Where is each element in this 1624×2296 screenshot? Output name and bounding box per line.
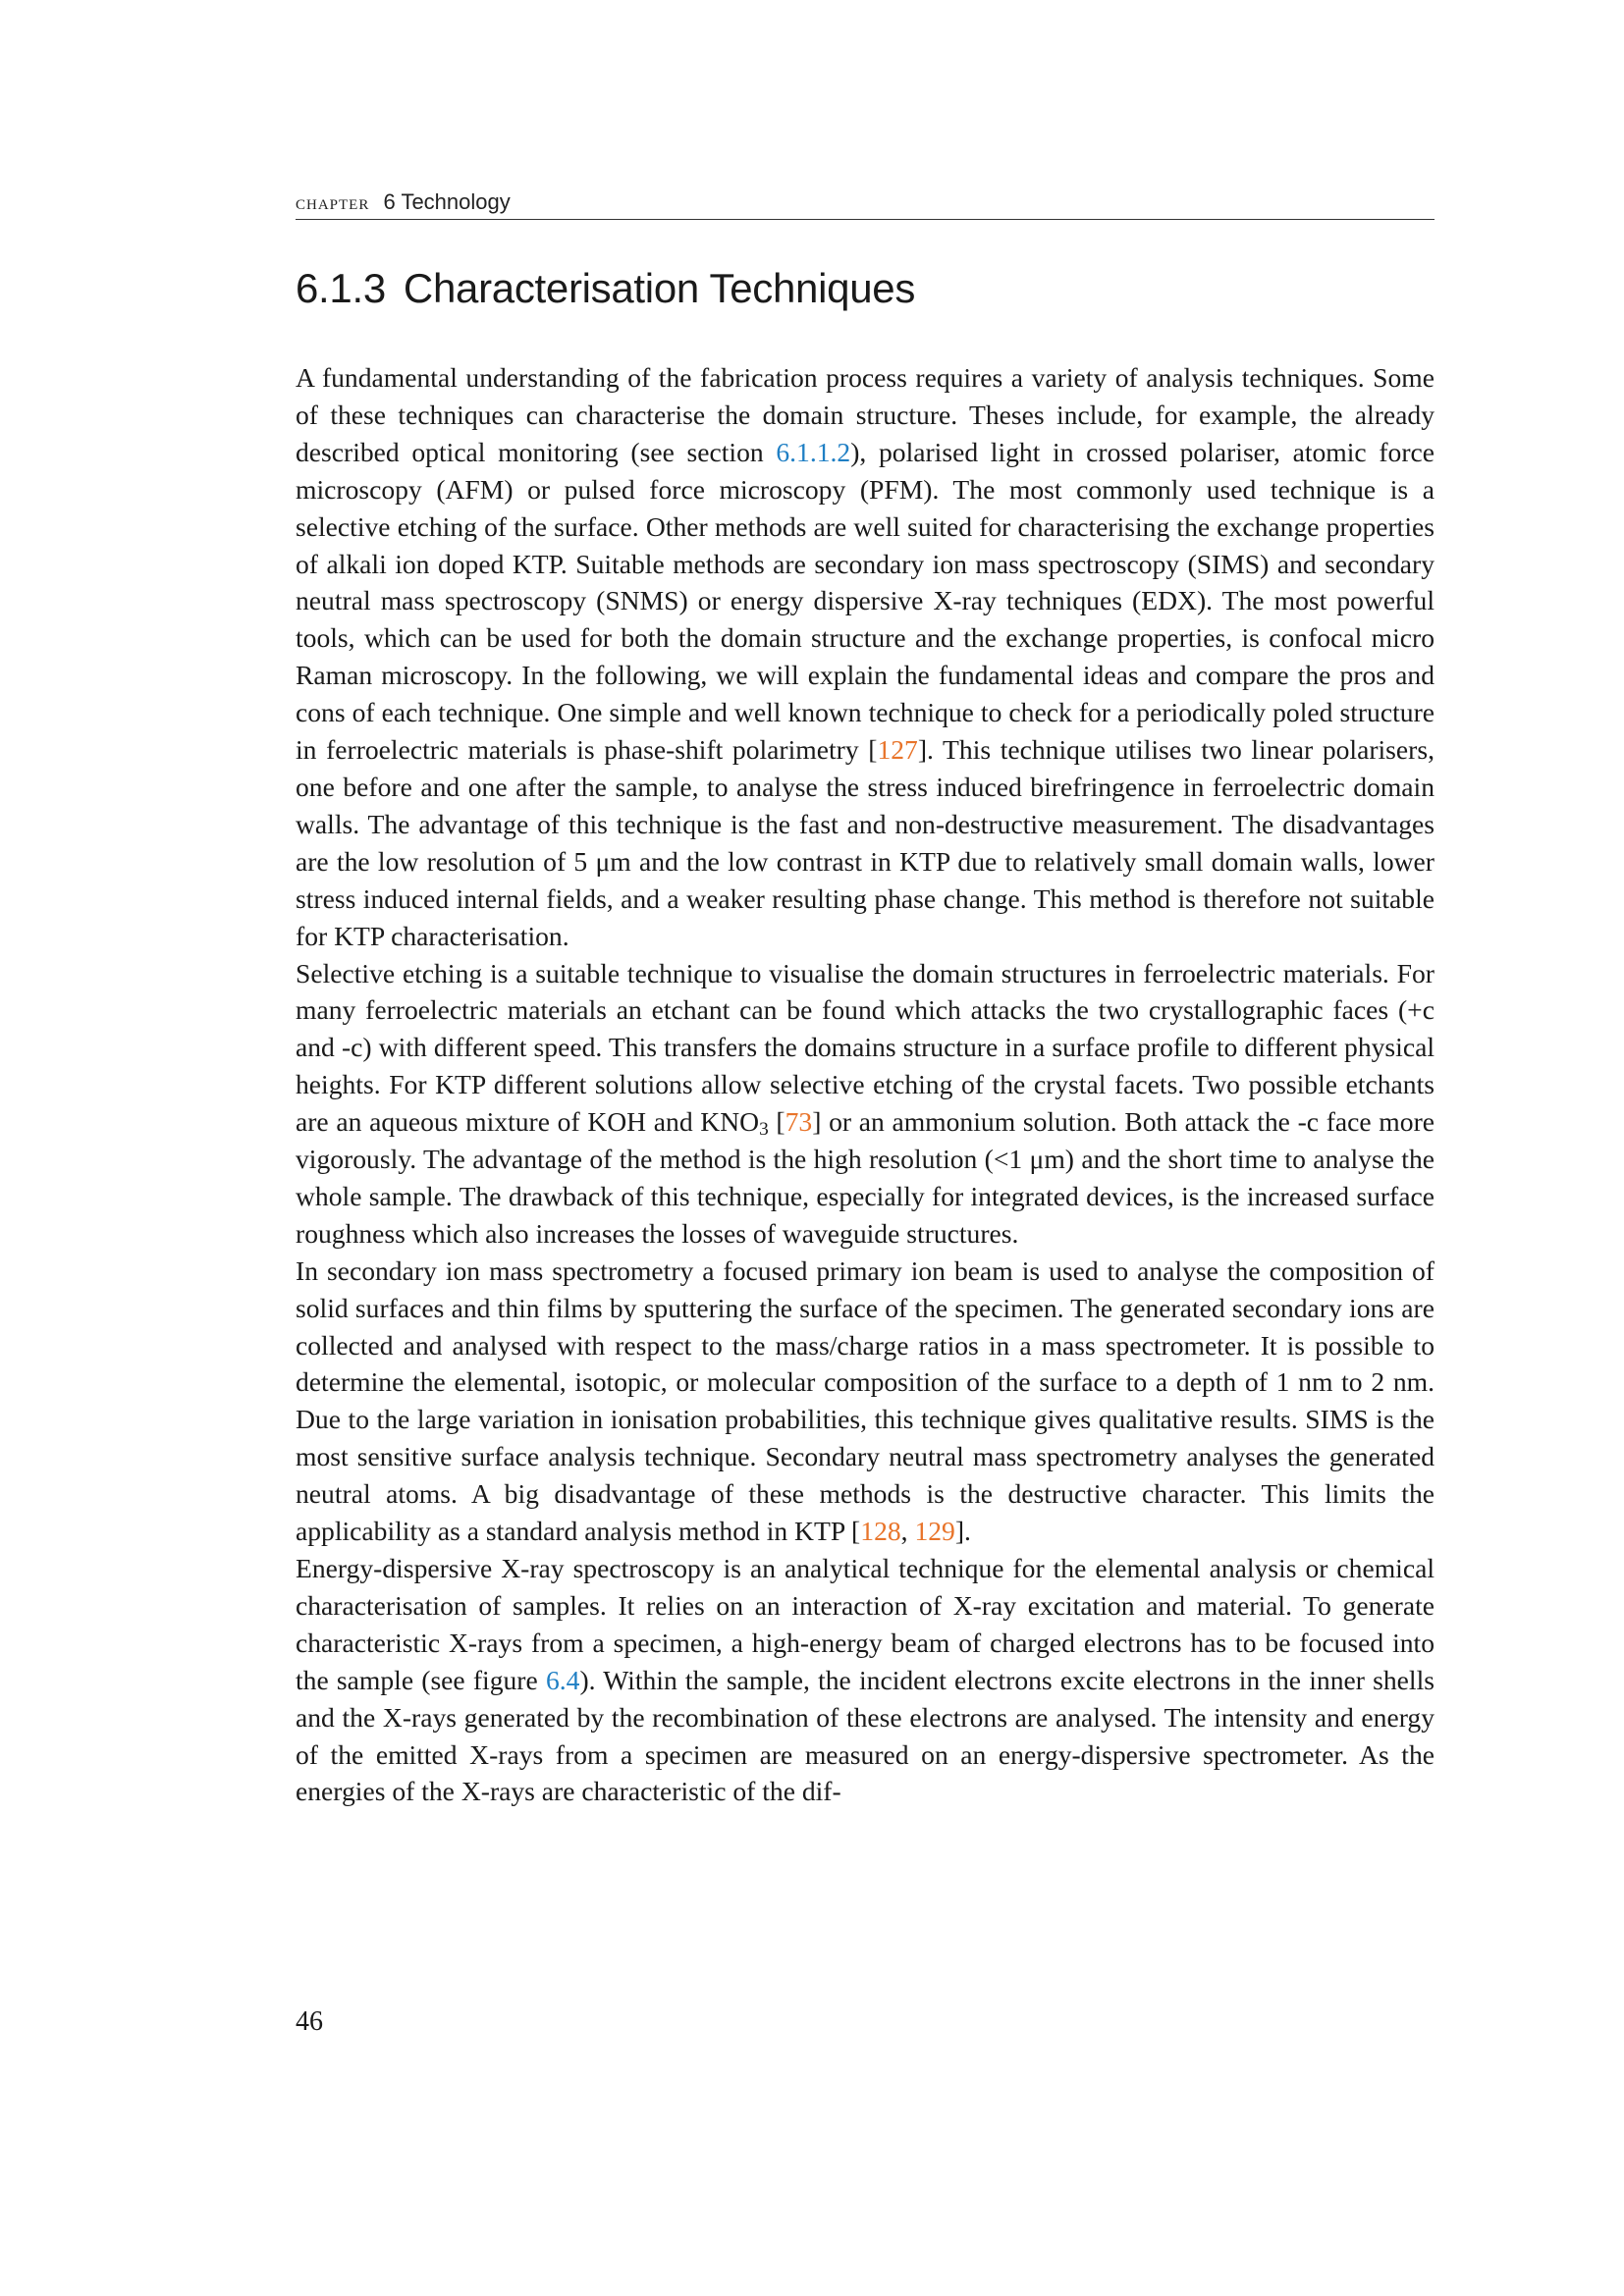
paragraph-text: [	[768, 1106, 785, 1138]
citation-separator: ,	[900, 1516, 915, 1547]
paragraph-text: Selective etching is a suitable technique to visualise the domain structures in ferroelectric materials. For many ferroelectric materials an etchant can be found which attacks the two crystallographic faces (+c and -c) with different speed. This transfers the domains structure in a surface profile to different physical heights. For KTP different solutions allow selective etching of the crystal facets. Two possible etchants are an aqueous mixture of KOH and KNO	[296, 957, 1435, 1138]
paragraph-selective-etching	[296, 955, 1435, 1253]
paragraph-text: Energy-dispersive X-ray spectroscopy is an analytical technique for the elemental analysis or chemical characterisation of samples. It relies on an interaction of X-ray excitation and material. To generate characteristic X-rays from a specimen, a high-energy beam of charged electrons has to be focused into the sample (see figure	[296, 1553, 1435, 1695]
paragraph-text: ]. This technique utilises two linear polarisers, one before and one after the sample, to analyse the stress induced birefringence in ferroelectric domain walls. The advantage of this technique is the fast and non-destructive measurement. The disadvantages are the low resolution of 5 μm and the low contrast in KTP due to relatively small domain walls, lower stress induced internal fields, and a weaker resulting phase change. This method is therefore not suitable for KTP characterisation.	[296, 734, 1435, 951]
paragraph-text: ].	[954, 1516, 971, 1547]
paragraph-text: ] or an ammonium solution. Both attack the -c face more vigorously. The advantage of the method is the high resolution (<1 μm) and the short time to analyse the whole sample. The drawback of this technique, especially for integrated devices, is the increased surface roughness which also increases the losses of waveguide structures.	[296, 1106, 1435, 1249]
paragraph-text: ), polarised light in crossed polariser, atomic force microscopy (AFM) or pulsed force microscopy (PFM). The most commonly used technique is a selective etching of the surface. Other methods are well suited for characterising the exchange properties of alkali ion doped KTP. Suitable methods are secondary ion mass spectroscopy (SIMS) and secondary neutral mass spectroscopy (SNMS) or energy dispersive X-ray techniques (EDX). The most powerful tools, which can be used for both the domain structure and the exchange properties, is confocal micro Raman microscopy. In the following, we will explain the fundamental ideas and compare the pros and cons of each technique. One simple and well known technique to check for a periodically poled structure in ferroelectric materials is phase-shift polarimetry [	[296, 436, 1435, 766]
paragraph-text: ). Within the sample, the incident electrons excite electrons in the inner shells and the X-rays generated by the recombination of these electrons are analysed. The intensity and energy of the emitted X-rays from a specimen are measured on an energy-dispersive spectrometer. As the energies of the X-rays are characteristic of the dif-	[296, 1664, 1435, 1807]
paragraph-text: A fundamental understanding of the fabrication process requires a variety of analysis techniques. Some of these techniques can characterise the domain structure. Theses include, for example, the already described optical monitoring (see section	[296, 362, 1435, 467]
paragraph-optical-methods	[296, 359, 1435, 955]
paragraph-sims	[296, 1253, 1435, 1550]
paragraph-edx	[296, 1550, 1435, 1810]
chapter-label: chapter	[296, 190, 370, 214]
citation-link[interactable]: 73	[785, 1106, 813, 1138]
running-header	[296, 189, 1435, 220]
citation-link[interactable]: 127	[877, 734, 918, 766]
figure-reference-link[interactable]: 6.4	[545, 1664, 580, 1695]
citation-link[interactable]: 129	[914, 1516, 955, 1547]
page-number: 46	[296, 2006, 323, 2037]
section-reference-link[interactable]: 6.1.1.2	[776, 436, 851, 467]
body-text	[296, 359, 1435, 1810]
citation-link[interactable]: 128	[860, 1516, 901, 1547]
section-heading	[296, 265, 915, 312]
section-number: 6.1.3	[296, 265, 386, 311]
section-title: Characterisation Techniques	[403, 265, 916, 311]
paragraph-text: In secondary ion mass spectrometry a focused primary ion beam is used to analyse the composition of solid surfaces and thin films by sputtering the surface of the specimen. The generated secondary ions are collected and analysed with respect to the mass/charge ratios in a mass spectrometer. It is possible to determine the elemental, isotopic, or molecular composition of the surface to a depth of 1 nm to 2 nm. Due to the large variation in ionisation probabilities, this technique gives qualitative results. SIMS is the most sensitive surface analysis technique. Secondary neutral mass spectrometry analyses the generated neutral atoms. A big disadvantage of these methods is the destructive character. This limits the applicability as a standard analysis method in KTP [	[296, 1255, 1435, 1547]
chapter-title: Technology	[401, 189, 511, 214]
subscript: 3	[759, 1118, 769, 1140]
chapter-number: 6	[383, 189, 396, 214]
